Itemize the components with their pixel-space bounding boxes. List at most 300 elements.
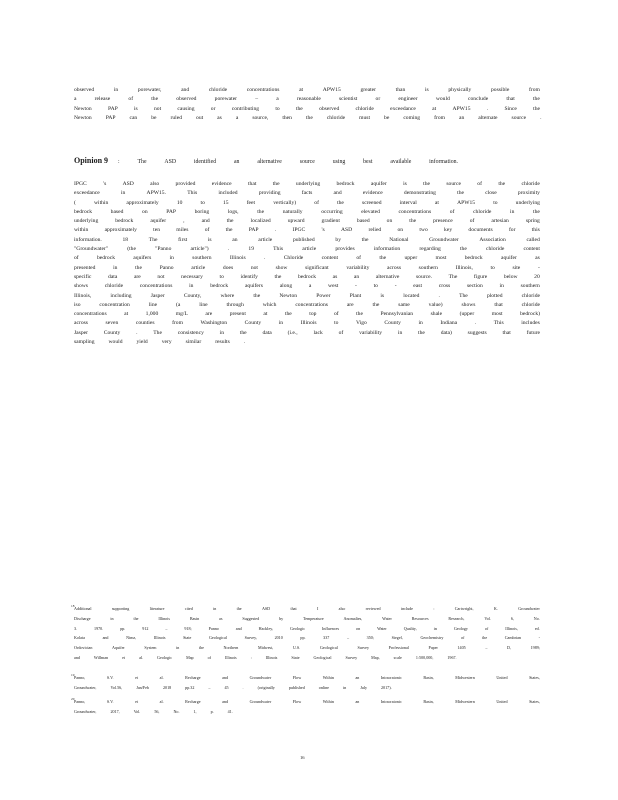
word: United: [496, 699, 508, 704]
word: Basin,: [423, 675, 434, 680]
word: artesian: [491, 218, 509, 225]
word: not: [250, 264, 258, 271]
word: ten: [153, 227, 161, 234]
text-line: [74, 310, 540, 319]
word: concentrations: [295, 301, 328, 308]
word: and: [222, 675, 229, 680]
word: in: [169, 255, 174, 262]
word: Hackley,: [258, 625, 274, 631]
word: 6,: [510, 615, 514, 621]
word: Newton: [279, 292, 298, 299]
text-line: [74, 282, 540, 291]
word: are: [133, 273, 141, 280]
word: key: [444, 227, 453, 234]
word: contributing: [231, 105, 260, 112]
word: S.V.: [106, 675, 114, 680]
word: Illinois,: [505, 625, 518, 631]
word: in: [397, 329, 403, 336]
word: States,: [529, 699, 540, 704]
word: This: [187, 190, 198, 197]
word: the: [533, 208, 540, 215]
word: System: [144, 645, 157, 651]
word: coming: [403, 114, 421, 121]
word: yield: [136, 339, 148, 346]
word: information: [373, 246, 401, 253]
word: line: [199, 301, 208, 308]
footnote-mark: 19: [71, 673, 75, 677]
word: Panno: [208, 625, 219, 631]
word: 2018: [162, 684, 172, 690]
word: 19: [248, 246, 254, 253]
word: an: [233, 159, 240, 165]
footnote-line: [74, 673, 540, 683]
word: Plant: [349, 292, 362, 299]
word: be: [384, 114, 390, 121]
word: 2017,: [110, 708, 120, 714]
word: Geological: [208, 635, 227, 641]
word: the: [198, 645, 204, 651]
word: Discharge: [74, 615, 91, 621]
word: at: [299, 87, 304, 93]
word: APW15: [457, 199, 476, 206]
word: Intracratonic: [380, 675, 402, 680]
word: Midwestern: [455, 699, 475, 704]
word: published: [288, 684, 305, 690]
word: in: [113, 87, 119, 93]
word: Quality,: [403, 625, 417, 631]
word: (a: [176, 301, 181, 308]
word: 10: [176, 199, 183, 206]
word: -: [537, 264, 540, 271]
word: results: [215, 339, 230, 346]
word: and: [102, 635, 109, 641]
word: vertically): [273, 199, 297, 206]
word: west: [328, 283, 339, 290]
word: Kolata: [74, 635, 85, 641]
word: best: [363, 159, 373, 165]
word: the: [272, 181, 280, 187]
word: plotted: [486, 292, 503, 299]
word: to: [219, 273, 224, 280]
word: must: [359, 114, 371, 121]
word: Groundwater,: [74, 684, 97, 690]
word: engineer: [398, 96, 418, 103]
word: at: [432, 105, 437, 112]
word: supporting: [111, 606, 130, 611]
word: the: [257, 208, 265, 215]
word: the: [284, 311, 292, 318]
word: -: [538, 635, 540, 641]
word: to: [334, 320, 339, 327]
word: Panno,: [74, 675, 86, 680]
word: the: [372, 301, 380, 308]
word: concentrations: [246, 87, 280, 93]
word: "Groundwater": [74, 246, 109, 253]
paragraph-porewater-conclusion: [74, 86, 540, 123]
word: of: [74, 255, 79, 262]
word: occurring: [321, 208, 343, 215]
word: close: [485, 190, 497, 197]
word: Flow: [292, 675, 302, 680]
word: source: [299, 159, 315, 165]
word: does: [222, 264, 234, 271]
word: 2017).: [381, 684, 392, 690]
word: along: [279, 283, 293, 290]
word: within: [74, 227, 89, 234]
word: southern: [192, 255, 212, 262]
word: Washington: [200, 320, 228, 327]
word: greater: [360, 87, 376, 93]
word: on: [397, 227, 404, 234]
word: evidence: [211, 181, 232, 187]
word: very: [161, 339, 172, 346]
text-line: [74, 199, 540, 208]
footnote-mark: 20: [71, 697, 75, 701]
word: an: [353, 273, 360, 280]
word: aquifer: [501, 255, 517, 262]
page-number: 16: [300, 755, 305, 760]
word: .: [438, 292, 440, 299]
word: aquifers: [133, 255, 152, 262]
word: (the: [127, 246, 136, 253]
word: of: [469, 218, 475, 225]
word: 56,: [154, 708, 160, 714]
text-line: [74, 105, 540, 114]
word: cross: [438, 283, 451, 290]
word: 45: [224, 684, 229, 690]
word: an: [355, 675, 360, 680]
word: 337: [323, 635, 330, 641]
word: the: [151, 96, 159, 103]
word: an: [232, 236, 238, 243]
word: pp.: [300, 635, 306, 641]
word: Water: [377, 625, 387, 631]
word: miles: [176, 227, 189, 234]
word: naturally: [282, 208, 303, 215]
word: alternative: [375, 273, 400, 280]
word: chloride: [208, 87, 228, 93]
word: the: [337, 199, 344, 206]
word: across: [74, 320, 88, 327]
word: the: [295, 105, 303, 112]
word: alternative: [257, 159, 282, 165]
text-line: [74, 319, 540, 328]
word: demonstrating: [403, 190, 436, 197]
word: 1:500,000,: [415, 654, 434, 660]
word: concentrations: [139, 283, 173, 290]
word: not: [154, 105, 162, 112]
word: variability: [359, 329, 383, 336]
word: observed: [74, 87, 95, 93]
word: elevated: [361, 208, 380, 215]
word: –: [208, 684, 211, 690]
word: the: [274, 273, 282, 280]
word: chloride: [521, 181, 540, 187]
word: also: [338, 606, 346, 611]
word: evidence: [362, 190, 383, 197]
word: in: [120, 190, 126, 197]
word: County: [244, 320, 262, 327]
word: concentration: [99, 301, 130, 308]
word: variability: [346, 264, 370, 271]
word: .: [264, 255, 266, 262]
footnote-line: [74, 643, 540, 653]
word: ASD: [122, 181, 134, 187]
word: proximity: [517, 190, 540, 197]
word: Temperature: [303, 615, 324, 621]
word: ASD: [261, 606, 271, 611]
word: bedrock): [520, 311, 540, 318]
word: in: [278, 320, 284, 327]
word: APW15.: [146, 190, 166, 197]
footnote-mark: 18: [71, 604, 75, 608]
word: Chloride: [283, 255, 304, 262]
word: Panno,: [74, 699, 86, 704]
text-line: [74, 217, 540, 226]
word: Illinois,: [455, 264, 473, 271]
word: gradient: [321, 218, 340, 225]
word: using: [332, 159, 346, 165]
word: to: [200, 199, 205, 206]
word: literature: [149, 606, 165, 611]
word: Indiana: [440, 320, 458, 327]
word: The: [459, 292, 468, 299]
word: the: [379, 255, 387, 262]
word: Within: [322, 675, 334, 680]
word: PAP: [166, 208, 176, 215]
word: Map,: [371, 654, 380, 660]
word: is: [424, 87, 429, 93]
word: are: [346, 301, 354, 308]
word: Groundwater,: [74, 708, 97, 714]
word: Since: [504, 105, 517, 112]
word: physically: [448, 87, 472, 93]
word: July: [360, 684, 368, 690]
word: the: [305, 114, 313, 121]
word: data: [262, 329, 272, 336]
word: Geology: [453, 625, 468, 631]
word: Influences: [322, 625, 340, 631]
word: online: [318, 684, 329, 690]
word: 20: [534, 273, 540, 280]
word: Flow: [292, 699, 302, 704]
word: in: [343, 684, 347, 690]
word: the: [239, 329, 247, 336]
word: bedrock: [336, 181, 355, 187]
word: APW15: [452, 105, 471, 112]
word: porewater: [214, 96, 238, 103]
word: out: [196, 114, 204, 121]
footnote-19: [71, 673, 540, 693]
word: Survey,: [244, 635, 257, 641]
text-line: [74, 254, 540, 263]
word: bedrock: [96, 255, 115, 262]
word: PAP: [107, 105, 118, 112]
word: provides: [335, 246, 355, 253]
word: based: [110, 208, 124, 215]
word: located: [403, 292, 420, 299]
word: 's: [321, 227, 325, 234]
word: called: [526, 236, 540, 243]
word: site: [512, 264, 521, 271]
word: ,: [183, 218, 185, 225]
word: cited: [184, 606, 193, 611]
word: from: [529, 87, 540, 93]
word: in: [499, 283, 504, 290]
word: State: [183, 635, 192, 641]
word: Newton: [74, 105, 92, 112]
word: consistency: [177, 329, 204, 336]
word: observed: [319, 105, 340, 112]
word: exceedance: [390, 105, 416, 112]
word: ed.: [534, 625, 540, 631]
word: the: [533, 105, 540, 112]
word: Survey: [357, 645, 370, 651]
word: the: [457, 190, 464, 197]
word: the: [253, 292, 261, 299]
word: Survey: [345, 654, 358, 660]
word: on: [142, 208, 148, 215]
word: show: [275, 264, 288, 271]
footnote-line: [74, 653, 540, 663]
footnote-line: [74, 683, 540, 693]
word: PAP: [105, 114, 116, 121]
word: an: [458, 114, 465, 121]
word: an: [355, 699, 360, 704]
word: 912: [142, 625, 149, 631]
word: underlying: [74, 218, 99, 225]
word: Basin: [189, 615, 200, 621]
word: figure: [473, 273, 488, 280]
word: conclude: [468, 96, 489, 103]
word: Recharge: [185, 699, 201, 704]
word: source: [511, 114, 527, 121]
word: feet: [246, 199, 256, 206]
word: Geologic: [290, 625, 306, 631]
word: of: [204, 227, 210, 234]
word: County: [103, 329, 121, 336]
word: suggests: [467, 329, 487, 336]
word: –: [255, 96, 259, 103]
text-line: [74, 236, 540, 245]
word: Newton: [74, 114, 92, 121]
word: al.: [159, 675, 164, 680]
word: shale: [430, 311, 443, 318]
word: shows: [461, 301, 476, 308]
word: include: [400, 606, 413, 611]
word: value): [428, 301, 443, 308]
word: at: [263, 311, 268, 318]
text-line: [74, 273, 540, 282]
word: boring: [194, 208, 210, 215]
word: 1967.: [447, 654, 457, 660]
word: Within: [322, 699, 334, 704]
word: IPGC: [292, 227, 306, 234]
word: relied: [368, 227, 382, 234]
word: of: [477, 181, 482, 187]
word: the: [225, 227, 233, 234]
word: of: [461, 635, 465, 641]
word: through: [226, 301, 244, 308]
word: providing: [258, 190, 281, 197]
word: underlying: [295, 181, 321, 187]
word: necessary: [181, 273, 203, 280]
word: IPGC: [74, 181, 87, 187]
word: scientist: [339, 96, 358, 103]
word: 2010: [274, 635, 283, 641]
word: similar: [185, 339, 202, 346]
word: article: [258, 236, 273, 243]
word: Water: [382, 615, 392, 621]
word: et: [135, 699, 139, 704]
word: a: [308, 283, 312, 290]
word: alternate: [478, 114, 498, 121]
word: Nimz,: [126, 635, 137, 641]
word: Panno: [159, 264, 174, 271]
word: includes: [521, 320, 540, 327]
word: pp.32: [185, 684, 195, 690]
word: across: [387, 264, 402, 271]
word: –: [346, 635, 349, 641]
word: D,: [506, 645, 511, 651]
word: of: [207, 654, 211, 660]
text-line: [74, 338, 540, 347]
word: would: [108, 339, 123, 346]
word: -: [355, 283, 357, 290]
word: Ordovician: [74, 645, 93, 651]
word: of: [449, 208, 455, 215]
word: Geological: [319, 645, 338, 651]
word: identify: [240, 273, 258, 280]
word: a: [235, 114, 239, 121]
word: reasonable: [296, 96, 321, 103]
word: Vol.56,: [110, 684, 123, 690]
word: "Panno: [155, 246, 172, 253]
word: Geochemistry: [420, 635, 444, 641]
word: 1970.: [94, 625, 104, 631]
word: Jasper: [150, 292, 165, 299]
word: 1989;: [530, 645, 540, 651]
word: APW15: [322, 87, 341, 93]
word: possible: [491, 87, 510, 93]
word: .: [274, 227, 277, 234]
word: that: [248, 181, 257, 187]
text-line: [74, 292, 540, 301]
word: -: [394, 283, 397, 290]
word: in: [113, 264, 118, 271]
word: chloride: [521, 292, 540, 299]
word: chloride: [521, 301, 540, 308]
word: documents: [468, 227, 493, 234]
word: ASD: [164, 159, 177, 165]
word: K.: [493, 606, 498, 611]
word: logs,: [227, 208, 239, 215]
word: future: [526, 329, 540, 336]
word: on: [386, 218, 393, 225]
word: as: [217, 114, 222, 121]
word: reviewed: [365, 606, 381, 611]
word: .: [227, 246, 230, 253]
word: the: [361, 236, 369, 243]
word: aquifers: [244, 283, 263, 290]
word: of: [128, 96, 134, 103]
word: Illinois: [153, 635, 166, 641]
word: (: [74, 199, 76, 206]
word: Power: [316, 292, 331, 299]
word: content: [523, 246, 540, 253]
word: that: [506, 96, 515, 103]
word: States,: [529, 675, 540, 680]
